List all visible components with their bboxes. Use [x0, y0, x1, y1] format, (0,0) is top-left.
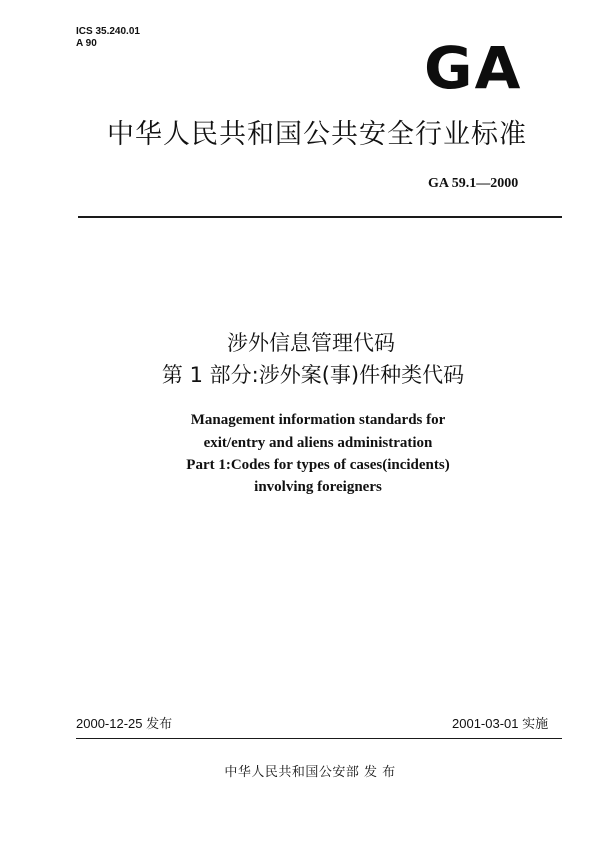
implementation-date: 2001-03-01 实施: [452, 716, 549, 731]
ga-logo: GA: [424, 34, 523, 102]
title-en-line1: Management information standards for: [190, 412, 446, 428]
title-en-line2: exit/entry and aliens administration: [203, 435, 433, 451]
classification-code: A 90: [76, 38, 97, 49]
issue-date: 2000-12-25 发布: [76, 716, 173, 731]
title-en-line3: Part 1:Codes for types of cases(incidents): [186, 457, 450, 473]
standard-number: GA 59.1—2000: [428, 176, 519, 191]
title-cn-line2: 第 1 部分:涉外案(事)件种类代码: [161, 363, 465, 387]
standard-name: 中华人民共和国公共安全行业标准: [107, 119, 527, 150]
publisher: 中华人民共和国公安部 发 布: [224, 765, 396, 780]
title-en-line4: involving foreigners: [254, 479, 382, 495]
footer-divider: [76, 738, 562, 739]
title-cn-line1: 涉外信息管理代码: [227, 331, 395, 355]
ics-code: ICS 35.240.01: [76, 26, 140, 37]
header-divider: [78, 216, 562, 218]
